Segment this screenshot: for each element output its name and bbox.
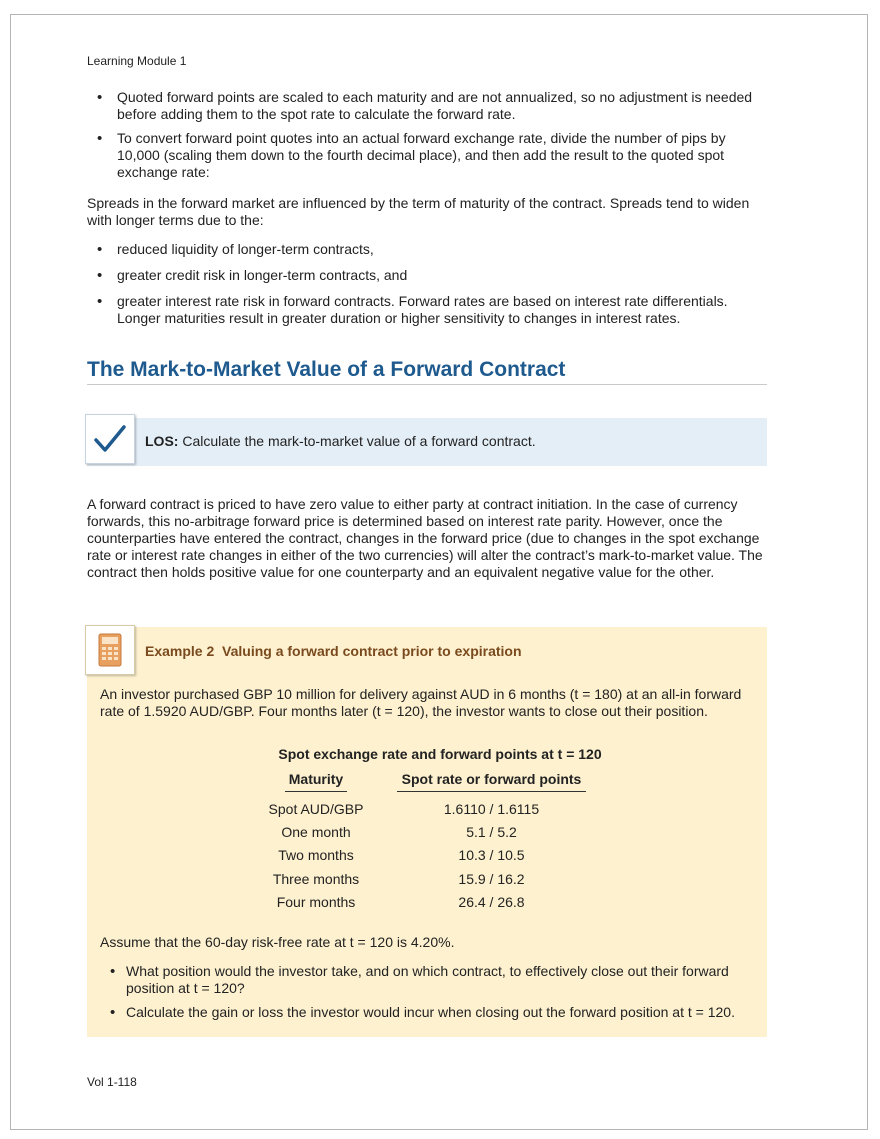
table-cell-value: 10.3 / 10.5 xyxy=(458,847,525,863)
list-item: • greater credit risk in longer-term contracts, and xyxy=(87,267,767,284)
example-assumption: Assume that the 60-day risk-free rate at t = 120 is 4.20%. xyxy=(100,934,455,950)
example-intro: An investor purchased GBP 10 million for delivery against AUD in 6 months (t = 180) at an all-in forward rate of 1.5920 AUD/GBP. Four months later (t = 120), the investor wants to close out their position. xyxy=(100,686,742,719)
list-item: • Quoted forward points are scaled to each maturity and are not annualized, so no adjustment is needed before adding them to the spot rate to calculate the forward rate. xyxy=(87,89,767,123)
list-item: • greater interest rate risk in forward contracts. Forward rates are based on interest rate differentials. Longer maturities result in greater duration or higher sensitivity to changes in interest rates. xyxy=(87,293,767,327)
table-cell-value: 26.4 / 26.8 xyxy=(458,894,525,910)
table-header-maturity xyxy=(285,771,347,792)
table-cell-value: 15.9 / 16.2 xyxy=(458,871,525,887)
question-list xyxy=(100,963,760,1021)
list-item: • Calculate the gain or loss the investor would incur when closing out the forward position at t = 120. xyxy=(100,1004,760,1021)
spreads-paragraph: Spreads in the forward market are influenced by the term of maturity of the contract. Spreads tend to widen with longer terms due to the: xyxy=(87,195,750,228)
table-cell-maturity: Four months xyxy=(276,894,356,910)
table-cell-value: 5.1 / 5.2 xyxy=(466,824,517,840)
intro-bullet-list xyxy=(87,89,767,181)
running-header: Learning Module 1 xyxy=(87,54,187,68)
checkmark-icon xyxy=(85,414,135,464)
los-label: LOS: xyxy=(145,433,179,449)
header-underline xyxy=(397,791,586,792)
list-item: • To convert forward point quotes into an actual forward exchange rate, divide the number of pips by 10,000 (scaling them down to the fourth decimal place), and then add the result to the quoted spot exchange rate: xyxy=(87,130,767,181)
table-cell-value: 1.6110 / 1.6115 xyxy=(443,801,540,817)
los-statement xyxy=(145,433,536,449)
table-cell-maturity: Two months xyxy=(278,847,354,863)
table-cell-maturity: Three months xyxy=(272,871,360,887)
example-title: Example 2 Valuing a forward contract prior to expiration xyxy=(145,643,522,659)
page-number: Vol 1-118 xyxy=(87,1075,137,1089)
table-title: Spot exchange rate and forward points at t = 120 xyxy=(278,746,602,762)
header-underline xyxy=(285,791,347,792)
list-item: • reduced liquidity of longer-term contracts, xyxy=(87,241,767,258)
spread-bullet-list xyxy=(87,241,767,327)
body-paragraph: A forward contract is priced to have zero value to either party at contract initiation. In the case of currency forwards, this no-arbitrage forward price is determined based on interest rate parity. However, once the counterparties have entered the contract, changes in the forward price (due to changes in the spot exchange rate or interest rate changes in either of the two currencies) will alter the contract’s mark-to-market value. The contract then holds positive value for one counterparty and an equivalent negative value for the other. xyxy=(87,496,763,580)
table-cell-maturity: Spot AUD/GBP xyxy=(268,801,364,817)
section-rule xyxy=(87,384,767,385)
los-text: Calculate the mark-to-market value of a forward contract. xyxy=(182,433,536,449)
table-cell-maturity: One month xyxy=(281,824,351,840)
section-title: The Mark-to-Market Value of a Forward Contract xyxy=(87,358,566,381)
column-label: Maturity xyxy=(288,771,344,787)
column-label: Spot rate or forward points xyxy=(401,771,582,787)
list-item: • What position would the investor take, and on which contract, to effectively close out their forward position at t = 120? xyxy=(100,963,760,997)
table-header-rate xyxy=(397,771,586,792)
calculator-icon xyxy=(85,625,135,675)
